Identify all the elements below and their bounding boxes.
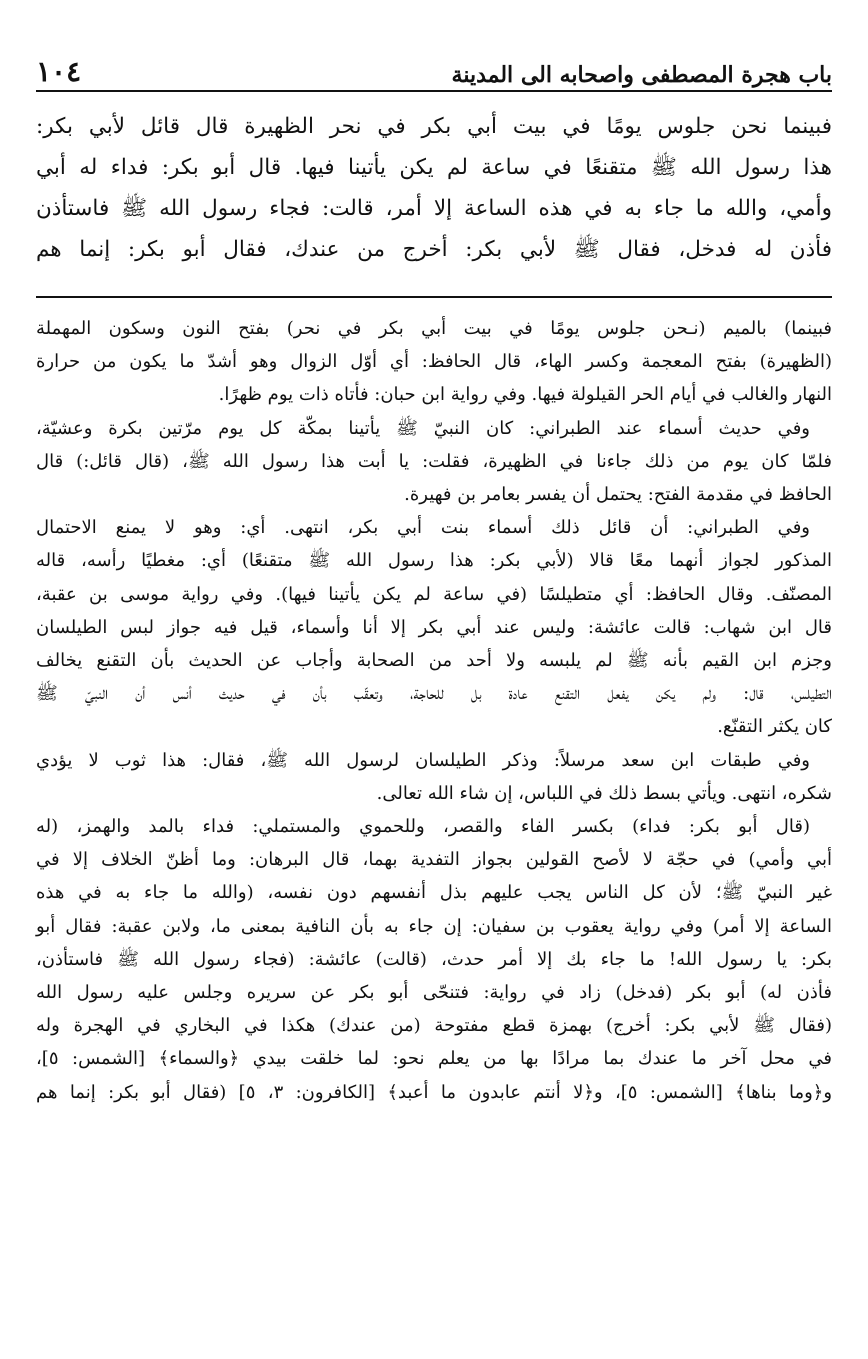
commentary-line: غير النبيّ ﷺ؛ لأن كل الناس يجب عليهم بذل أنفسهم دون نفسه، (والله ما جاء به في هذه — [36, 882, 832, 904]
commentary-line: المصنّف. وقال الحافظ: أي متطيلسًا (في ساعة لم يكن يأتينا فيها). وفي رواية موسى بن عقبة، — [36, 583, 832, 605]
main-text-line: فبينما نحن جلوس يومًا في بيت أبي بكر في نحر الظهيرة قال قائل لأبي بكر: — [36, 114, 832, 139]
commentary-line: (الظهيرة) بفتح المعجمة وكسر الهاء، قال الحافظ: أي أوّل الزوال وهو أشدّ ما يكون من حرارة — [36, 351, 832, 373]
commentary-line: وفي حديث أسماء عند الطبراني: كان النبيّ ﷺ يأتينا بمكّة كل يوم مرّتين بكرة وعشيّة، — [36, 417, 810, 439]
commentary-line: وجزم ابن القيم بأنه ﷺ لم يلبسه ولا أحد من الصحابة وأجاب عن الحديث بأن التقنع يخالف — [36, 650, 832, 672]
running-title: باب هجرة المصطفى واصحابه الى المدينة — [451, 62, 832, 88]
commentary-line: أبي وأمي) في حجّة لا لأصح القولين بجواز التفدية بهما، قال البرهان: وما أظنّ الخلاف إلا في — [36, 849, 832, 871]
commentary-line: شكره، انتهى. ويأتي بسط ذلك في اللباس، إن شاء الله تعالى. — [376, 782, 832, 804]
main-text-line: وأمي، والله ما جاء به في هذه الساعة إلا أمر، قالت: فجاء رسول الله ﷺ فاستأذن — [36, 196, 832, 221]
commentary-line: التطيلس، قال: ولم يكن يفعل التقنع عادة بل للحاجة، وتعقّب بأن في حديث أنس أن النبيّ ﷺ — [36, 683, 832, 705]
commentary-line: قال ابن شهاب: قالت عائشة: وليس عند أبي بكر إلا أنا وأسماء، قيل فيه جواز لبس الطيلسان — [36, 616, 832, 638]
commentary-line: الساعة إلا أمر) وفي رواية يعقوب بن سفيان: إن جاء به بأن النافية بمعنى ما، ولابن عقبة: فقال أبو — [36, 915, 832, 937]
section-divider — [36, 296, 832, 298]
commentary-line: وفي طبقات ابن سعد مرسلاً: وذكر الطيلسان لرسول الله ﷺ، فقال: هذا ثوب لا يؤدي — [36, 749, 810, 771]
commentary-line: وفي الطبراني: أن قائل ذلك أسماء بنت أبي بكر، انتهى. أي: وهو لا يمنع الاحتمال — [36, 517, 810, 539]
main-text-line: فأذن له فدخل، فقال ﷺ لأبي بكر: أخرج من عندك، فقال أبو بكر: إنما هم — [36, 237, 832, 262]
book-page — [36, 30, 832, 1109]
commentary-line: في محل آخر ما عندك بما مرادًا بها من يعلم نحو: لما خلقت بيدي ﴿والسماء﴾ [الشمس: ٥]، — [36, 1048, 832, 1070]
commentary-line: (قال أبو بكر: فداء) بكسر الفاء والقصر، وللحموي والمستملي: فداء بالمد والهمز، (له — [36, 816, 810, 838]
commentary-line: النهار والغالب في أيام الحر القيلولة فيها. وفي رواية ابن حبان: فأتاه ذات يوم ظهرًا. — [218, 384, 832, 406]
commentary-line: فبينما) بالميم (نـحن جلوس يومًا في بيت أبي بكر في نحر) بفتح النون وسكون المهملة — [36, 318, 832, 339]
commentary-line: المذكور لجواز أنهما معًا قالا (لأبي بكر: هذا رسول الله ﷺ متقنعًا) أي: مغطيًا رأسه، قاله — [36, 550, 832, 572]
page-number: ١٠٤ — [36, 55, 82, 88]
commentary-line: فأذن له) أبو بكر (فدخل) زاد في رواية: فتنحّى أبو بكر عن سريره وجلس عليه رسول الله — [36, 982, 832, 1004]
page-header — [36, 30, 832, 92]
commentary-line: فلمّا كان يوم من ذلك جاءنا في الظهيرة، فقلت: يا أبت هذا رسول الله ﷺ، (قال قائل:) قال — [36, 450, 832, 472]
commentary-text — [36, 312, 832, 1109]
commentary-line: (فقال ﷺ لأبي بكر: أخرج) بهمزة قطع مفتوحة (من عندك) هكذا في البخاري في الهجرة وله — [36, 1015, 832, 1037]
commentary-line: بكر: يا رسول الله! ما جاء بك إلا أمر حدث، (قالت) عائشة: (فجاء رسول الله ﷺ فاستأذن، — [36, 948, 832, 970]
commentary-line: و﴿وما بناها﴾ [الشمس: ٥]، و﴿لا أنتم عابدون ما أعبد﴾ [الكافرون: ٣، ٥] (فقال أبو بكر: إنما هم — [36, 1081, 833, 1103]
main-text-line: هذا رسول الله ﷺ متقنعًا في ساعة لم يكن يأتينا فيها. قال أبو بكر: فداء له أبي — [36, 155, 832, 180]
main-text — [36, 106, 832, 270]
commentary-line: الحافظ في مقدمة الفتح: يحتمل أن يفسر بعامر بن فهيرة. — [404, 484, 832, 506]
commentary-line: كان يكثر التقنّع. — [717, 716, 832, 738]
